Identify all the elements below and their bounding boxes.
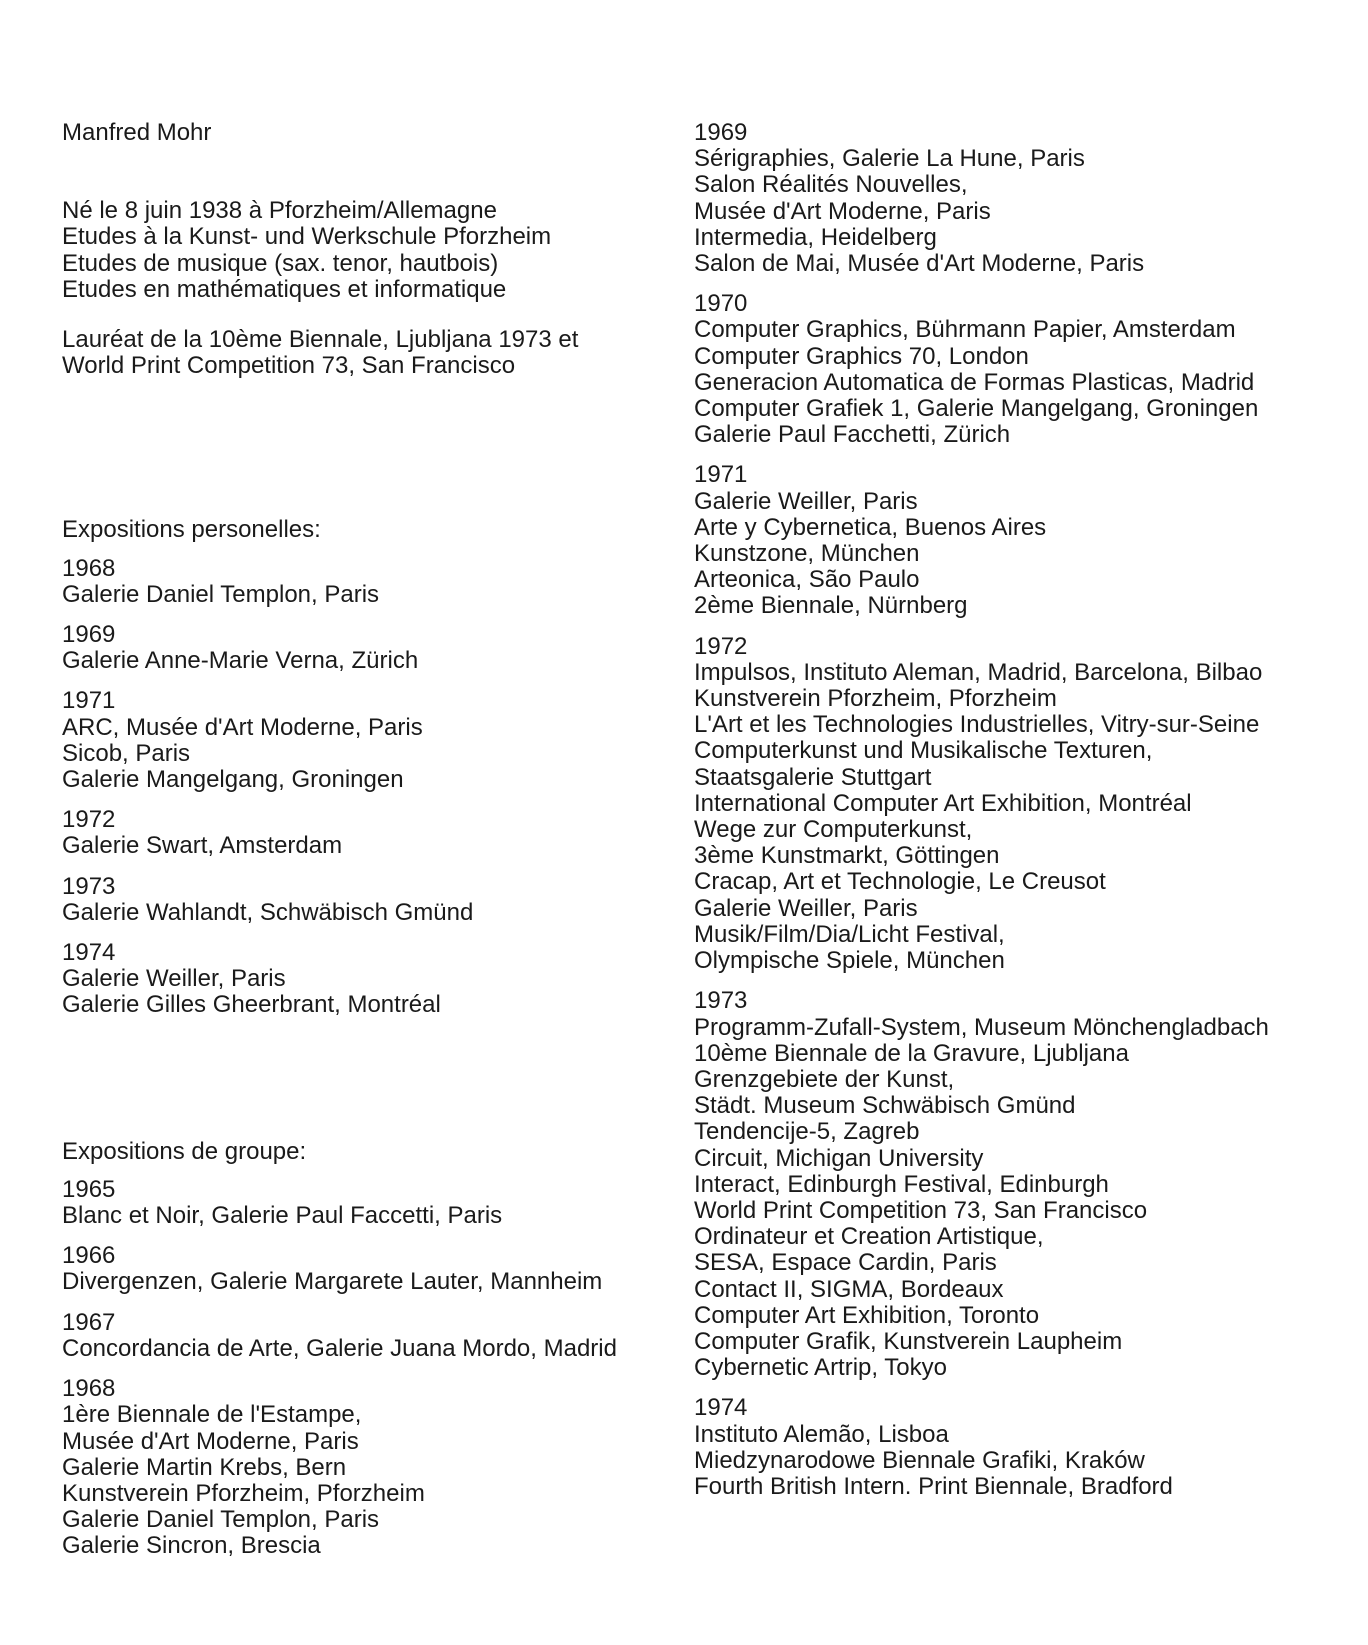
year-label: 1972 [62,806,116,834]
year-label: 1969 [62,621,116,649]
exhibition-entry: Grenzgebiete der Kunst, [694,1065,955,1093]
exhibition-entry: Salon de Mai, Musée d'Art Moderne, Paris [694,250,1145,278]
exhibition-entry: Galerie Paul Facchetti, Zürich [694,421,1011,449]
year-label: 1974 [62,939,116,967]
exhibition-entry: Galerie Anne-Marie Verna, Zürich [62,647,419,675]
year-label: 1971 [694,461,748,489]
exhibition-entry: Contact II, SIGMA, Bordeaux [694,1275,1004,1303]
year-label: 1974 [694,1394,748,1422]
right-column [694,120,1354,1514]
year-label: 1968 [62,1375,116,1403]
exhibition-entry: Computer Graphics, Bührmann Papier, Amsterdam [694,316,1236,344]
exhibition-entry: Arteonica, São Paulo [694,566,920,594]
exhibition-year-block [62,940,682,1019]
exhibition-entry: Galerie Daniel Templon, Paris [62,1506,380,1534]
exhibition-entry: Städt. Museum Schwäbisch Gmünd [694,1092,1076,1120]
exhibition-year-block [694,988,1354,1381]
exhibition-entry: 1ère Biennale de l'Estampe, [62,1401,362,1429]
exhibition-entry: Galerie Mangelgang, Groningen [62,766,404,794]
exhibition-entry: Galerie Martin Krebs, Bern [62,1453,347,1481]
exhibition-year-block [694,291,1354,448]
group-exhibitions-list [62,1177,682,1560]
year-label: 1965 [62,1175,116,1203]
exhibition-entry: Salon Réalités Nouvelles, [694,171,968,199]
exhibition-entry: Generacion Automatica de Formas Plasticas, Madrid [694,368,1255,396]
exhibition-year-block [694,1395,1354,1500]
exhibition-year-block [694,462,1354,619]
exhibition-entry: International Computer Art Exhibition, Montréal [694,789,1192,817]
exhibition-entry: Miedzynarodowe Biennale Grafiki, Kraków [694,1446,1145,1474]
left-column [62,120,682,1574]
year-label: 1966 [62,1242,116,1270]
exhibition-entry: Computer Grafiek 1, Galerie Mangelgang, Groningen [694,395,1259,423]
exhibition-entry: Concordancia de Arte, Galerie Juana Mordo, Madrid [62,1334,617,1362]
year-label: 1971 [62,687,116,715]
exhibition-year-block [62,1310,682,1362]
exhibition-entry: Instituto Alemão, Lisboa [694,1420,949,1448]
artist-name: Manfred Mohr [62,119,212,146]
year-label: 1970 [694,290,748,318]
spacer [62,1033,682,1139]
award-line: Lauréat de la 10ème Biennale, Ljubljana 1973 et [62,326,579,354]
exhibition-entry: 10ème Biennale de la Gravure, Ljubljana [694,1039,1129,1067]
exhibition-entry: Musée d'Art Moderne, Paris [62,1427,359,1455]
award-line: World Print Competition 73, San Francisco [62,352,516,380]
exhibition-entry: ARC, Musée d'Art Moderne, Paris [62,713,423,741]
exhibition-entry: Computer Graphics 70, London [694,342,1029,370]
exhibition-entry: Galerie Weiller, Paris [694,487,918,515]
bio-line: Etudes en mathématiques et informatique [62,275,507,303]
exhibition-entry: Wege zur Computerkunst, [694,816,973,844]
exhibition-entry: Musik/Film/Dia/Licht Festival, [694,920,1005,948]
group-exhibitions-list-continued [694,120,1354,1500]
exhibition-entry: Musée d'Art Moderne, Paris [694,197,991,225]
exhibition-entry: Circuit, Michigan University [694,1144,984,1172]
exhibition-year-block [62,622,682,674]
exhibition-entry: Fourth British Intern. Print Biennale, Bradford [694,1472,1173,1500]
bio-line: Né le 8 juin 1938 à Pforzheim/Allemagne [62,197,497,225]
exhibition-entry: Galerie Gilles Gheerbrant, Montréal [62,991,441,1019]
exhibition-entry: Ordinateur et Creation Artistique, [694,1223,1044,1251]
exhibition-entry: Sérigraphies, Galerie La Hune, Paris [694,145,1085,173]
personal-exhibitions-list [62,556,682,1019]
exhibition-entry: Sicob, Paris [62,739,191,767]
award-note [62,327,682,379]
exhibition-entry: 2ème Biennale, Nürnberg [694,592,968,620]
exhibition-entry: Intermedia, Heidelberg [694,223,937,251]
exhibition-year-block [694,634,1354,975]
year-label: 1973 [694,987,748,1015]
exhibition-entry: Cybernetic Artrip, Tokyo [694,1354,947,1382]
year-label: 1969 [694,119,748,146]
exhibition-entry: Staatsgalerie Stuttgart [694,763,932,791]
exhibition-entry: Galerie Wahlandt, Schwäbisch Gmünd [62,898,474,926]
personal-exhibitions-heading: Expositions personelles: [62,516,321,544]
spacer [62,146,682,198]
exhibition-entry: L'Art et les Technologies Industrielles, Vitry-sur-Seine [694,711,1260,739]
exhibition-entry: Computer Grafik, Kunstverein Laupheim [694,1327,1123,1355]
exhibition-entry: Kunstzone, München [694,540,920,568]
year-label: 1972 [694,632,748,660]
exhibition-year-block [62,1243,682,1295]
exhibition-year-block [62,688,682,793]
exhibition-entry: Galerie Swart, Amsterdam [62,832,343,860]
year-label: 1968 [62,554,116,582]
exhibition-year-block [62,807,682,859]
exhibition-entry: Computer Art Exhibition, Toronto [694,1301,1040,1329]
spacer [62,303,682,327]
exhibition-entry: Blanc et Noir, Galerie Paul Faccetti, Paris [62,1202,503,1230]
group-exhibitions-heading: Expositions de groupe: [62,1137,307,1165]
exhibition-entry: Programm-Zufall-System, Museum Mönchengladbach [694,1013,1269,1041]
biography [62,198,682,303]
exhibition-entry: SESA, Espace Cardin, Paris [694,1249,997,1277]
exhibition-year-block [62,874,682,926]
exhibition-year-block [694,120,1354,277]
exhibition-entry: Galerie Weiller, Paris [62,965,286,993]
bio-line: Etudes de musique (sax. tenor, hautbois) [62,249,499,277]
exhibition-entry: Olympische Spiele, München [694,947,1005,975]
exhibition-year-block [62,556,682,608]
spacer [62,379,682,517]
exhibition-entry: Galerie Sincron, Brescia [62,1532,321,1560]
year-label: 1973 [62,872,116,900]
exhibition-entry: Impulsos, Instituto Aleman, Madrid, Barcelona, Bilbao [694,658,1263,686]
exhibition-entry: Cracap, Art et Technologie, Le Creusot [694,868,1106,896]
year-label: 1967 [62,1308,116,1336]
bio-line: Etudes à la Kunst- und Werkschule Pforzheim [62,223,552,251]
exhibition-entry: Kunstverein Pforzheim, Pforzheim [62,1479,425,1507]
exhibition-year-block [62,1376,682,1559]
exhibition-entry: Tendencije-5, Zagreb [694,1118,920,1146]
exhibition-entry: Computerkunst und Musikalische Texturen, [694,737,1153,765]
exhibition-entry: 3ème Kunstmarkt, Göttingen [694,842,1000,870]
exhibition-entry: Divergenzen, Galerie Margarete Lauter, Mannheim [62,1268,603,1296]
exhibition-entry: Interact, Edinburgh Festival, Edinburgh [694,1170,1109,1198]
exhibition-entry: Arte y Cybernetica, Buenos Aires [694,513,1047,541]
exhibition-entry: World Print Competition 73, San Francisco [694,1196,1148,1224]
exhibition-year-block [62,1177,682,1229]
exhibition-entry: Kunstverein Pforzheim, Pforzheim [694,685,1057,713]
exhibition-entry: Galerie Daniel Templon, Paris [62,580,380,608]
exhibition-entry: Galerie Weiller, Paris [694,894,918,922]
